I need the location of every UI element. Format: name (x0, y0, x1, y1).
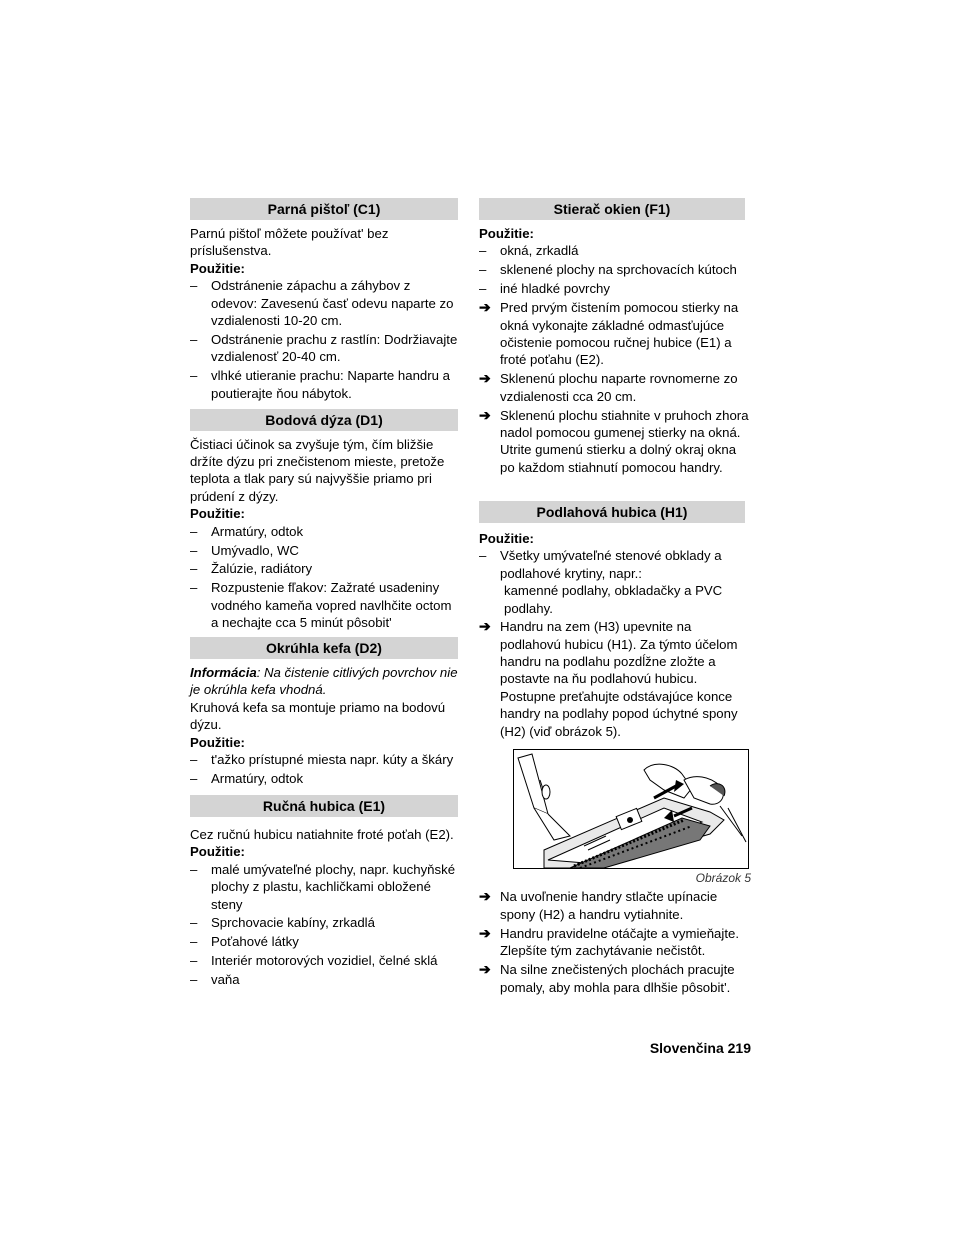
dash-marker: – (479, 548, 487, 564)
list-item: – Interiér motorových vozidiel, čelné sklá (190, 953, 438, 969)
list-item: – iné hladké povrchy (479, 281, 610, 297)
section-heading-window-squeegee: Stierač okien (F1) (479, 198, 745, 220)
floor-nozzle-steps-after (479, 888, 751, 995)
list-item: – Žalúzie, radiátory (190, 561, 313, 577)
round-brush-usage-list (190, 751, 458, 787)
point-nozzle-usage-label: Použitie: (190, 506, 245, 522)
step-item: ➔ Handru pravidelne otáčajte a vymieňajte. Zlepšíte tým zachytávanie nečistôt. (479, 924, 739, 959)
list-item: – Poťahové látky (190, 934, 299, 950)
round-brush-intro: Kruhová kefa sa montuje priamo na bodovú dýzu. (190, 699, 446, 733)
steam-gun-usage-label: Použitie: (190, 260, 245, 276)
list-item: – Odstránenie prachu z rastlín: Dodržiavajte vzdialenosť 20-40 cm. (190, 331, 458, 365)
floor-nozzle-usage-list (479, 547, 751, 582)
section-heading-steam-gun: Parná pištoľ (C1) (190, 198, 458, 220)
arrow-right-icon: ➔ (479, 370, 491, 387)
step-item: ➔ Handru na zem (H3) upevnite na podlahovú hubicu (H1). Za týmto účelom handru na podlahu pozdĺžne zložte a postavte na ňu podlahovú hubicu. Postupne preťahujte odstávajúce konce handry na podlahy popod úchytné spony (H2) (viď obrázok 5). (479, 618, 738, 739)
list-item: – okná, zrkadlá (479, 243, 579, 259)
figure-floor-nozzle-illustration (513, 749, 749, 869)
figure-caption: Obrázok 5 (695, 871, 751, 886)
list-item: – Umývadlo, WC (190, 542, 299, 558)
right-column (479, 198, 751, 997)
step-item: ➔ Sklenenú plochu stiahnite v pruhoch zhora nadol pomocou gumenej stierky na okná. Utrite gumenú stierku a dolný okraj okna po každom stiahnutí pomocou handry. (479, 406, 749, 475)
floor-nozzle-illustration (514, 750, 748, 868)
dash-marker: – (190, 861, 198, 877)
round-brush-note (190, 664, 458, 699)
section-heading-hand-nozzle: Ručná hubica (E1) (190, 795, 458, 817)
arrow-right-icon: ➔ (479, 888, 491, 905)
arrow-right-icon: ➔ (479, 924, 491, 941)
left-column (190, 198, 458, 990)
steam-gun-intro: Parnú pištoľ môžete používat' bez príslušenstva. (190, 226, 389, 259)
round-brush-usage-label: Použitie: (190, 734, 245, 750)
step-item: ➔ Na uvoľnenie handry stlačte upínacie spony (H2) a handru vytiahnite. (479, 888, 718, 922)
floor-nozzle-usage-label: Použitie: (479, 530, 534, 546)
dash-marker: – (479, 243, 487, 259)
dash-marker: – (190, 561, 198, 577)
note-text: : Na čistenie citlivých povrchov nie je okrúhla kefa vhodná. (190, 665, 458, 698)
list-item: – sklenené plochy na sprchovacích kútoch (479, 262, 737, 278)
dash-marker: – (190, 523, 198, 539)
list-item: – Sprchovacie kabíny, zrkadlá (190, 915, 375, 931)
dash-marker: – (190, 331, 198, 347)
dash-marker: – (190, 580, 198, 596)
arrow-right-icon: ➔ (479, 618, 491, 635)
section-heading-floor-nozzle: Podlahová hubica (H1) (479, 501, 745, 523)
list-item: – Armatúry, odtok (190, 523, 304, 539)
list-item: – Odstránenie zápachu a záhybov z odevov: Zavesenú časť odevu naparte zo vzdialenosti 10-20 cm. (190, 278, 454, 329)
dash-marker: – (190, 278, 198, 294)
list-item: – malé umývateľné plochy, napr. kuchyňské plochy z plastu, kachličkami obložené steny (190, 861, 456, 912)
hand-nozzle-intro: Cez ručnú hubicu natiahnite froté poťah (E2). (190, 826, 454, 842)
dash-marker: – (190, 934, 198, 950)
list-item: – t'ažko prístupné miesta napr. kúty a škáry (190, 752, 454, 768)
point-nozzle-usage-list (190, 523, 458, 632)
dash-marker: – (190, 915, 198, 931)
page-footer: Slovenčina 219 (649, 1040, 751, 1056)
dash-marker: – (479, 281, 487, 297)
dash-marker: – (190, 953, 198, 969)
window-squeegee-usage-list (479, 242, 751, 476)
list-item: – Všetky umývateľné stenové obklady a podlahové krytiny, napr.: (479, 548, 722, 581)
window-squeegee-usage-label: Použitie: (479, 226, 534, 241)
hand-nozzle-usage-list (190, 861, 458, 989)
list-item: – Rozpustenie fľakov: Zažraté usadeniny vodného kameňa vopred navlhčite octom a nechajte cca 5 minút pôsobit' (190, 580, 452, 631)
dash-marker: – (190, 770, 198, 786)
dash-marker: – (190, 542, 198, 558)
note-label: Informácia (190, 665, 257, 681)
point-nozzle-intro: Čistiaci účinok sa zvyšuje tým, čím bližšie držíte dýzu pri znečistenom mieste, pretože teplota a tlak pary sú najvyššie priamo pri prúdení z dýzy. (190, 436, 445, 504)
floor-nozzle-items-continued: kamenné podlahy, obkladačky a PVC podlahy. (504, 583, 723, 616)
hand-nozzle-usage-label: Použitie: (190, 844, 245, 860)
floor-nozzle-steps (479, 618, 751, 740)
section-heading-point-nozzle: Bodová dýza (D1) (190, 409, 458, 431)
arrow-right-icon: ➔ (479, 299, 491, 316)
list-item: – Armatúry, odtok (190, 770, 304, 786)
arrow-right-icon: ➔ (479, 961, 491, 978)
dash-marker: – (479, 262, 487, 278)
steam-gun-usage-list (190, 277, 458, 402)
step-item: ➔ Pred prvým čistením pomocou stierky na okná vykonajte základné odmasťujúce očistenie pomocou ručnej hubice (E1) a froté poťahu (E2). (479, 299, 739, 368)
list-item: – vaňa (190, 972, 240, 988)
dash-marker: – (190, 752, 198, 768)
arrow-right-icon: ➔ (479, 406, 491, 423)
section-heading-round-brush: Okrúhla kefa (D2) (190, 637, 458, 659)
dash-marker: – (190, 368, 198, 384)
dash-marker: – (190, 972, 198, 988)
list-item: – vlhké utieranie prachu: Naparte handru a poutierajte ňou nábytok. (190, 368, 450, 401)
step-item: ➔ Na silne znečistených plochách pracujte pomaly, aby mohla para dlhšie pôsobit'. (479, 961, 735, 995)
step-item: ➔ Sklenenú plochu naparte rovnomerne zo vzdialenosti cca 20 cm. (479, 370, 738, 404)
